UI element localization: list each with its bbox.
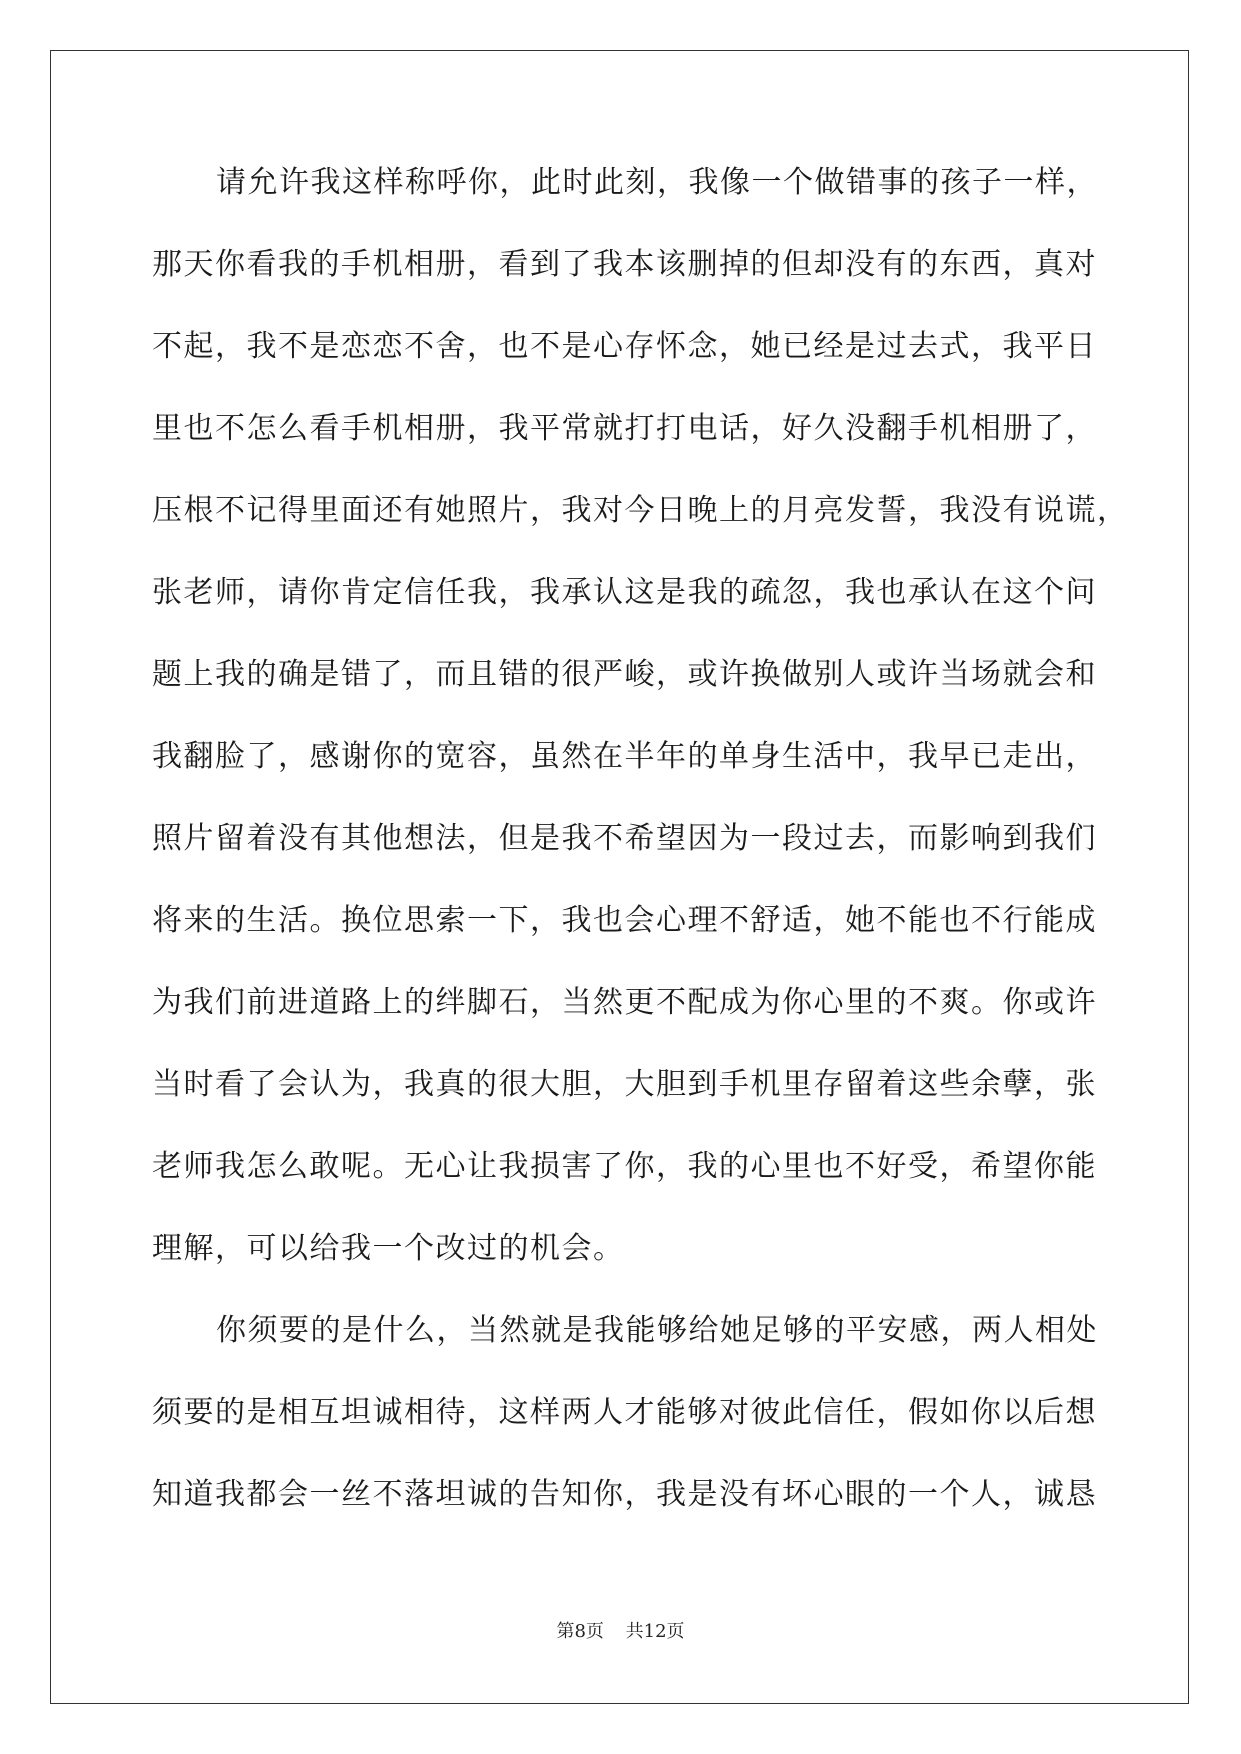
paragraph-line: 不起，我不是恋恋不舍，也不是心存怀念，她已经是过去式，我平日 (152, 329, 1097, 364)
paragraph-line: 照片留着没有其他想法，但是我不希望因为一段过去，而影响到我们 (152, 821, 1097, 856)
paragraph-line: 须要的是相互坦诚相待，这样两人才能够对彼此信任，假如你以后想 (152, 1395, 1097, 1430)
paragraph-line: 里也不怎么看手机相册，我平常就打打电话，好久没翻手机相册了， (152, 411, 1097, 446)
paragraph-line: 题上我的确是错了，而且错的很严峻，或许换做别人或许当场就会和 (152, 657, 1097, 692)
paragraph-line: 你须要的是什么，当然就是我能够给她足够的平安感，两人相处 (216, 1313, 1098, 1348)
paragraph-line: 当时看了会认为，我真的很大胆，大胆到手机里存留着这些余孽，张 (152, 1067, 1097, 1102)
document-body (152, 163, 1129, 1557)
paragraph-line: 请允许我这样称呼你，此时此刻，我像一个做错事的孩子一样， (216, 165, 1098, 200)
page-total: 共12页 (625, 1621, 685, 1642)
paragraph-line: 将来的生活。换位思索一下，我也会心理不舒适，她不能也不行能成 (152, 903, 1097, 938)
paragraph-line: 张老师，请你肯定信任我，我承认这是我的疏忽，我也承认在这个问 (152, 575, 1097, 610)
paragraph-line: 老师我怎么敢呢。无心让我损害了你，我的心里也不好受，希望你能 (152, 1149, 1097, 1184)
paragraph-line: 我翻脸了，感谢你的宽容，虽然在半年的单身生活中，我早已走出， (152, 739, 1097, 774)
page-footer (0, 1617, 1241, 1643)
paragraph-line: 压根不记得里面还有她照片，我对今日晚上的月亮发誓，我没有说谎， (152, 493, 1129, 528)
paragraph-line: 那天你看我的手机相册，看到了我本该删掉的但却没有的东西，真对 (152, 247, 1097, 282)
page-number: 第8页 (556, 1621, 604, 1642)
paragraph-line: 知道我都会一丝不落坦诚的告知你，我是没有坏心眼的一个人，诚恳 (152, 1477, 1097, 1512)
paragraph-line: 为我们前进道路上的绊脚石，当然更不配成为你心里的不爽。你或许 (152, 985, 1097, 1020)
paragraph-line: 理解，可以给我一个改过的机会。 (152, 1231, 625, 1266)
